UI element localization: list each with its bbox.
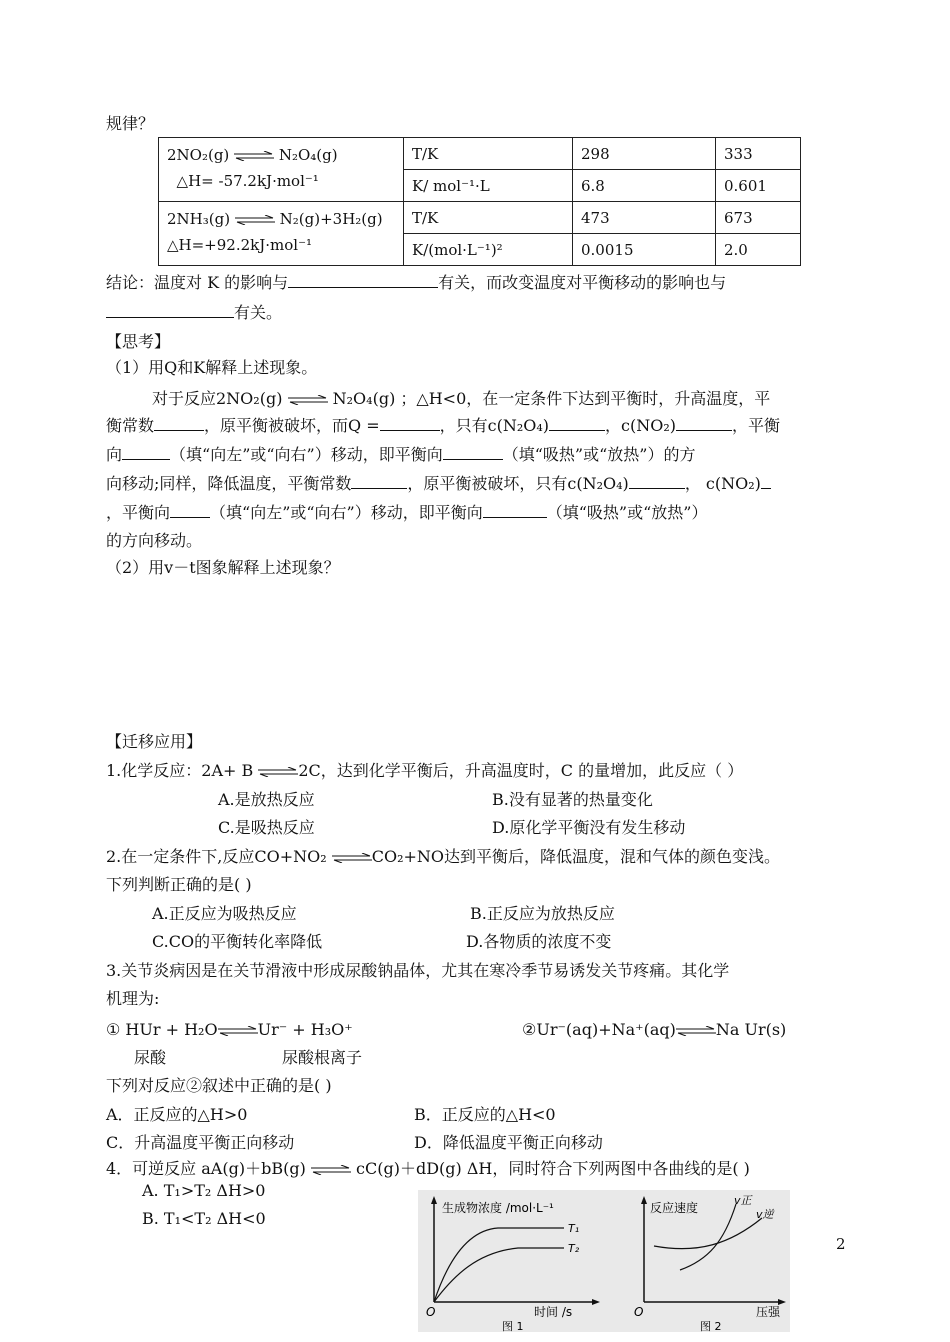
equilibrium-constant-table — [158, 137, 801, 266]
q3-option-a[interactable]: A．正反应的△H>0 — [106, 1105, 248, 1124]
reaction-2-left: 2NH₃(g) — [167, 210, 231, 228]
apply-text: 2C，达到化学平衡后，升高温度时，C 的量增加，此反应（ ） — [298, 761, 744, 780]
fill-blank[interactable] — [170, 501, 210, 518]
q2-option-c[interactable]: C.CO的平衡转化率降低 — [152, 932, 323, 951]
q1-option-c[interactable]: C.是吸热反应 — [218, 818, 315, 837]
reaction-2-cell — [159, 202, 404, 266]
reaction-1-cell — [159, 138, 404, 202]
fill-blank[interactable] — [154, 414, 204, 431]
fill-blank[interactable] — [629, 472, 685, 489]
graph-2-vreverse-label: v逆 — [756, 1208, 774, 1221]
r1-value-1: 298 — [573, 138, 716, 170]
conclusion-line-1 — [106, 271, 726, 294]
fill-blank[interactable] — [351, 472, 407, 489]
q2-option-a[interactable]: A.正反应为吸热反应 — [152, 904, 297, 923]
r2-header-t: T/K — [404, 202, 573, 234]
think-p1b: N₂O₄(g) ；△H<0，在一定条件下达到平衡时，升高温度，平 — [332, 389, 771, 408]
equilibrium-arrow-icon — [258, 767, 298, 777]
fill-blank[interactable] — [483, 501, 547, 518]
graph-1-x-arrow — [592, 1299, 600, 1305]
graph-2-xlabel: 压强 — [756, 1305, 781, 1319]
reaction-1-dh: △H= -57.2kJ·mol⁻¹ — [176, 172, 319, 190]
reaction-2-dh: △H=+92.2kJ·mol⁻¹ — [167, 236, 313, 254]
think-text: （填“吸热”或“放热”）的方 — [502, 445, 696, 464]
apply-title: 【迁移应用】 — [106, 732, 203, 751]
think-text: （填“向左”或“向右”）移动，即平衡向 — [170, 445, 443, 464]
q1-option-b[interactable]: B.没有显著的热量变化 — [492, 790, 653, 809]
think-text: ， c(NO₂) — [684, 474, 761, 493]
fill-blank[interactable] — [676, 414, 732, 431]
think-text: ，原平衡被破坏，而Q = — [204, 416, 380, 435]
apply-text: cC(g)＋dD(g) ΔH，同时符合下列两图中各曲线的是( ) — [356, 1159, 750, 1178]
apply-text: Ur⁻ + H₃O⁺ — [257, 1020, 353, 1039]
equilibrium-arrow-icon — [234, 151, 274, 161]
fill-blank[interactable] — [122, 443, 170, 460]
think-p4 — [106, 472, 771, 495]
equilibrium-arrow-icon — [332, 853, 372, 863]
fill-blank[interactable] — [106, 301, 234, 318]
q2-option-d[interactable]: D.各物质的浓度不变 — [466, 932, 612, 951]
think-p1 — [152, 388, 770, 410]
fill-blank[interactable] — [288, 271, 438, 288]
curve-t1 — [434, 1228, 564, 1302]
apply-text: ②Ur⁻(aq)+Na⁺(aq) — [522, 1020, 676, 1039]
q1-option-d[interactable]: D.原化学平衡没有发生移动 — [492, 818, 686, 837]
page-number: 2 — [836, 1235, 846, 1253]
apply-q2c: 下列判断正确的是( ) — [106, 875, 252, 894]
think-title: 【思考】 — [106, 332, 171, 351]
graph-2-y-arrow — [641, 1196, 647, 1204]
think-text: （填“向左”或“向右”）移动，即平衡向 — [210, 503, 483, 522]
apply-q1 — [106, 760, 743, 782]
q3-option-c[interactable]: C．升高温度平衡正向移动 — [106, 1133, 295, 1152]
fill-blank[interactable] — [549, 414, 605, 431]
conclusion-text-b: 有关，而改变温度对平衡移动的影响也与 — [438, 273, 727, 292]
r2-value-1: 473 — [573, 202, 716, 234]
r2-header-k: K/(mol·L⁻¹)² — [404, 234, 573, 266]
apply-text: 2.在一定条件下,反应CO+NO₂ — [106, 847, 327, 866]
curve-v-reverse — [654, 1218, 762, 1249]
apply-q2 — [106, 846, 780, 868]
conclusion-text-c: 有关。 — [234, 303, 283, 322]
think-p6: 的方向移动。 — [106, 531, 203, 550]
q4-option-b[interactable]: B. T₁<T₂ ΔH<0 — [142, 1209, 266, 1228]
q1-option-a[interactable]: A.是放热反应 — [218, 790, 315, 809]
think-text: ，原平衡被破坏，只有c(N₂O₄) — [407, 474, 629, 493]
apply-q3-note-1: 尿酸 — [134, 1048, 167, 1067]
graph-1 — [426, 1196, 600, 1332]
graph-2-ylabel: 反应速度 — [650, 1201, 699, 1215]
think-text: 衡常数 — [106, 416, 155, 435]
q3-option-b[interactable]: B．正反应的△H<0 — [414, 1105, 556, 1124]
apply-text: ① HUr + H₂O — [106, 1020, 218, 1039]
think-text: ，c(NO₂) — [605, 416, 677, 435]
conclusion-text-a: 结论：温度对 K 的影响与 — [106, 273, 289, 292]
apply-q3-note-2: 尿酸根离子 — [282, 1048, 363, 1067]
r2-value-4: 2.0 — [716, 234, 801, 266]
think-p5 — [106, 501, 707, 524]
graph-2-vforward-label: v正 — [734, 1194, 752, 1207]
think-text: 向移动;同样，降低温度，平衡常数 — [106, 474, 352, 493]
think-q1: （1）用Q和K解释上述现象。 — [106, 358, 318, 377]
apply-q3b: 机理为: — [106, 989, 160, 1008]
apply-text: 4．可逆反应 aA(g)＋bB(g) — [106, 1159, 306, 1178]
graph-1-xlabel: 时间 /s — [534, 1305, 573, 1319]
think-text: ，平衡向 — [106, 503, 171, 522]
curve-t2 — [434, 1248, 564, 1302]
graph-2 — [634, 1194, 786, 1332]
fill-blank[interactable] — [761, 472, 771, 489]
reaction-1-left: 2NO₂(g) — [167, 146, 230, 164]
r1-header-t: T/K — [404, 138, 573, 170]
r1-value-3: 6.8 — [573, 170, 716, 202]
graph-1-caption: 图 1 — [502, 1320, 524, 1332]
apply-q3-eq2 — [522, 1019, 786, 1041]
think-text: 向 — [106, 445, 123, 464]
apply-text: CO₂+NO达到平衡后，降低温度，混和气体的颜色变浅。 — [371, 847, 781, 866]
apply-q3a: 3.关节炎病因是在关节滑液中形成尿酸钠晶体，尤其在寒冷季节易诱发关节疼痛。其化学 — [106, 961, 730, 980]
think-p3 — [106, 443, 695, 466]
think-text: ，平衡 — [732, 416, 781, 435]
graph-1-t1-label: T₁ — [568, 1222, 580, 1235]
apply-text: 1.化学反应：2A+ B — [106, 761, 254, 780]
q4-figure-svg — [418, 1190, 790, 1332]
apply-q3c: 下列对反应②叙述中正确的是( ) — [106, 1076, 332, 1095]
graph-2-origin: O — [634, 1305, 644, 1319]
equilibrium-arrow-icon — [235, 215, 275, 225]
conclusion-line-2 — [106, 301, 282, 324]
q2-option-b[interactable]: B.正反应为放热反应 — [470, 904, 615, 923]
graph-1-y-arrow — [431, 1196, 437, 1204]
think-text: ，只有c(N₂O₄) — [439, 416, 550, 435]
apply-text: Na Ur(s) — [715, 1020, 787, 1039]
reaction-1-right: N₂O₄(g) — [278, 146, 338, 164]
graph-1-origin: O — [426, 1305, 436, 1319]
reaction-2-right: N₂(g)+3H₂(g) — [279, 210, 383, 228]
think-q2: （2）用v－t图象解释上述现象？ — [106, 558, 340, 577]
r1-value-2: 333 — [716, 138, 801, 170]
think-p1a: 对于反应2NO₂(g) — [152, 389, 283, 408]
equilibrium-arrow-icon — [676, 1026, 716, 1036]
equilibrium-arrow-icon — [218, 1026, 258, 1036]
apply-q4 — [106, 1158, 750, 1180]
apply-q3-eq1 — [106, 1019, 353, 1041]
q4-figure — [418, 1190, 790, 1332]
r1-header-k: K/ mol⁻¹·L — [404, 170, 573, 202]
q4-option-a[interactable]: A. T₁>T₂ ΔH>0 — [142, 1181, 266, 1200]
equilibrium-arrow-icon — [311, 1165, 351, 1175]
q3-option-d[interactable]: D．降低温度平衡正向移动 — [414, 1133, 603, 1152]
think-p2 — [106, 414, 780, 437]
r1-value-4: 0.601 — [716, 170, 801, 202]
r2-value-3: 0.0015 — [573, 234, 716, 266]
graph-2-caption: 图 2 — [700, 1320, 722, 1332]
equilibrium-arrow-icon — [288, 395, 328, 405]
fill-blank[interactable] — [380, 414, 440, 431]
think-text: （填“吸热”或“放热”） — [546, 503, 708, 522]
text-guilv: 规律？ — [106, 114, 155, 133]
graph-1-ylabel: 生成物浓度 /mol·L⁻¹ — [442, 1201, 554, 1215]
graph-1-t2-label: T₂ — [568, 1242, 580, 1255]
fill-blank[interactable] — [443, 443, 503, 460]
r2-value-2: 673 — [716, 202, 801, 234]
